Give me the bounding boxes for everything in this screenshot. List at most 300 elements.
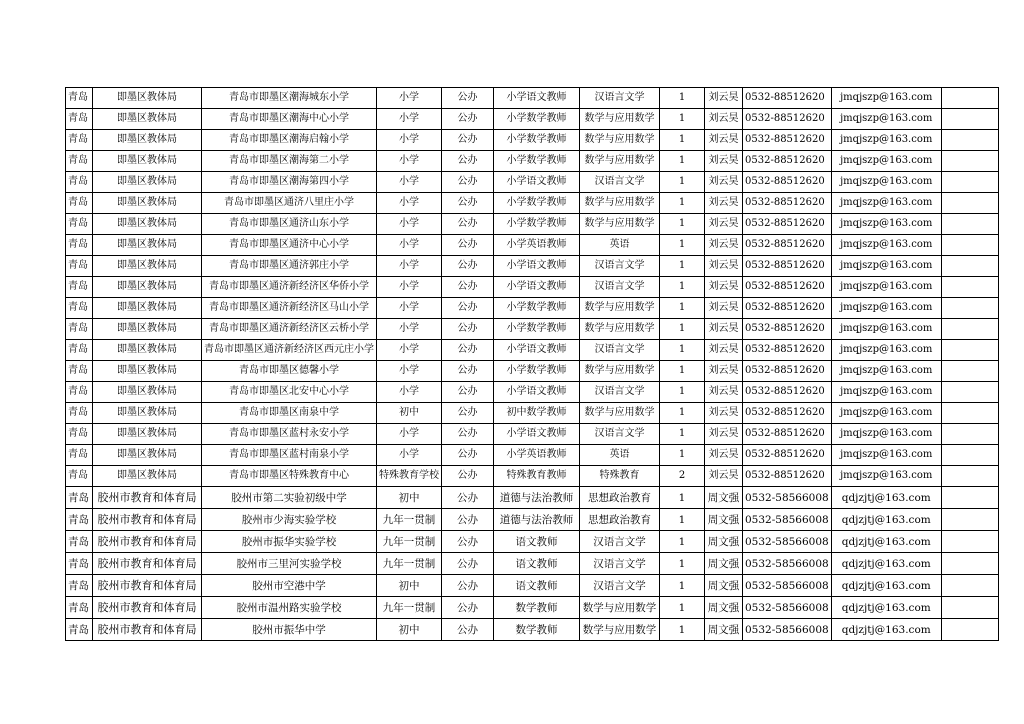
note-cell bbox=[941, 88, 998, 109]
phone-cell: 0532-88512620 bbox=[743, 298, 832, 319]
nature-cell: 公办 bbox=[442, 597, 494, 619]
position-cell: 语文教师 bbox=[494, 553, 580, 575]
count-cell: 1 bbox=[660, 298, 705, 319]
phone-cell: 0532-88512620 bbox=[743, 151, 832, 172]
nature-cell: 公办 bbox=[442, 553, 494, 575]
email-cell: jmqjszp@163.com bbox=[831, 340, 941, 361]
city-cell: 青岛 bbox=[66, 214, 93, 235]
note-cell bbox=[941, 619, 998, 641]
position-cell: 数学教师 bbox=[494, 619, 580, 641]
count-cell: 1 bbox=[660, 151, 705, 172]
school-cell: 青岛市即墨区通济新经济区云桥小学 bbox=[202, 319, 377, 340]
major-cell: 数学与应用数学 bbox=[580, 109, 660, 130]
phone-cell: 0532-88512620 bbox=[743, 172, 832, 193]
nature-cell: 公办 bbox=[442, 214, 494, 235]
contact-cell: 周文强 bbox=[705, 487, 743, 509]
table-row bbox=[66, 193, 999, 214]
count-cell: 1 bbox=[660, 619, 705, 641]
position-cell: 小学英语教师 bbox=[494, 235, 580, 256]
table-row bbox=[66, 445, 999, 466]
city-cell: 青岛 bbox=[66, 130, 93, 151]
school-cell: 青岛市即墨区北安中心小学 bbox=[202, 382, 377, 403]
authority-cell: 胶州市教育和体育局 bbox=[93, 553, 202, 575]
contact-cell: 刘云昊 bbox=[705, 361, 743, 382]
phone-cell: 0532-88512620 bbox=[743, 256, 832, 277]
school-cell: 青岛市即墨区潮海第二小学 bbox=[202, 151, 377, 172]
contact-cell: 刘云昊 bbox=[705, 445, 743, 466]
major-cell: 汉语言文学 bbox=[580, 424, 660, 445]
nature-cell: 公办 bbox=[442, 445, 494, 466]
position-cell: 小学语文教师 bbox=[494, 172, 580, 193]
recruitment-table bbox=[65, 87, 999, 641]
note-cell bbox=[941, 509, 998, 531]
email-cell: jmqjszp@163.com bbox=[831, 256, 941, 277]
authority-cell: 胶州市教育和体育局 bbox=[93, 509, 202, 531]
phone-cell: 0532-58566008 bbox=[743, 509, 832, 531]
note-cell bbox=[941, 424, 998, 445]
table-row bbox=[66, 277, 999, 298]
count-cell: 1 bbox=[660, 172, 705, 193]
major-cell: 汉语言文学 bbox=[580, 340, 660, 361]
major-cell: 汉语言文学 bbox=[580, 256, 660, 277]
city-cell: 青岛 bbox=[66, 382, 93, 403]
note-cell bbox=[941, 172, 998, 193]
authority-cell: 胶州市教育和体育局 bbox=[93, 531, 202, 553]
count-cell: 1 bbox=[660, 256, 705, 277]
email-cell: jmqjszp@163.com bbox=[831, 424, 941, 445]
table-row bbox=[66, 172, 999, 193]
authority-cell: 即墨区教体局 bbox=[93, 403, 202, 424]
table-row bbox=[66, 575, 999, 597]
email-cell: jmqjszp@163.com bbox=[831, 235, 941, 256]
major-cell: 汉语言文学 bbox=[580, 88, 660, 109]
school-cell: 胶州市少海实验学校 bbox=[202, 509, 377, 531]
school-cell: 青岛市即墨区蓝村永安小学 bbox=[202, 424, 377, 445]
count-cell: 1 bbox=[660, 445, 705, 466]
note-cell bbox=[941, 256, 998, 277]
contact-cell: 周文强 bbox=[705, 509, 743, 531]
note-cell bbox=[941, 151, 998, 172]
email-cell: jmqjszp@163.com bbox=[831, 319, 941, 340]
nature-cell: 公办 bbox=[442, 277, 494, 298]
nature-cell: 公办 bbox=[442, 466, 494, 487]
table-row bbox=[66, 151, 999, 172]
email-cell: jmqjszp@163.com bbox=[831, 130, 941, 151]
phone-cell: 0532-88512620 bbox=[743, 193, 832, 214]
count-cell: 1 bbox=[660, 509, 705, 531]
email-cell: jmqjszp@163.com bbox=[831, 277, 941, 298]
school-type-cell: 小学 bbox=[377, 88, 442, 109]
count-cell: 1 bbox=[660, 109, 705, 130]
position-cell: 小学数学教师 bbox=[494, 298, 580, 319]
position-cell: 小学语文教师 bbox=[494, 424, 580, 445]
city-cell: 青岛 bbox=[66, 509, 93, 531]
note-cell bbox=[941, 466, 998, 487]
school-type-cell: 小学 bbox=[377, 172, 442, 193]
major-cell: 数学与应用数学 bbox=[580, 361, 660, 382]
email-cell: qdjzjtj@163.com bbox=[831, 531, 941, 553]
nature-cell: 公办 bbox=[442, 88, 494, 109]
major-cell: 思想政治教育 bbox=[580, 509, 660, 531]
table-row bbox=[66, 130, 999, 151]
school-cell: 青岛市即墨区潮海中心小学 bbox=[202, 109, 377, 130]
school-type-cell: 小学 bbox=[377, 109, 442, 130]
contact-cell: 刘云昊 bbox=[705, 319, 743, 340]
authority-cell: 即墨区教体局 bbox=[93, 151, 202, 172]
position-cell: 道德与法治教师 bbox=[494, 509, 580, 531]
position-cell: 小学语文教师 bbox=[494, 340, 580, 361]
email-cell: jmqjszp@163.com bbox=[831, 172, 941, 193]
nature-cell: 公办 bbox=[442, 619, 494, 641]
school-type-cell: 小学 bbox=[377, 214, 442, 235]
table-row bbox=[66, 88, 999, 109]
school-cell: 青岛市即墨区通济郭庄小学 bbox=[202, 256, 377, 277]
major-cell: 汉语言文学 bbox=[580, 575, 660, 597]
count-cell: 1 bbox=[660, 130, 705, 151]
email-cell: jmqjszp@163.com bbox=[831, 88, 941, 109]
phone-cell: 0532-88512620 bbox=[743, 235, 832, 256]
table-row bbox=[66, 214, 999, 235]
email-cell: qdjzjtj@163.com bbox=[831, 575, 941, 597]
contact-cell: 刘云昊 bbox=[705, 466, 743, 487]
authority-cell: 即墨区教体局 bbox=[93, 235, 202, 256]
nature-cell: 公办 bbox=[442, 487, 494, 509]
major-cell: 数学与应用数学 bbox=[580, 403, 660, 424]
nature-cell: 公办 bbox=[442, 256, 494, 277]
authority-cell: 即墨区教体局 bbox=[93, 109, 202, 130]
table-row bbox=[66, 531, 999, 553]
note-cell bbox=[941, 319, 998, 340]
phone-cell: 0532-88512620 bbox=[743, 319, 832, 340]
count-cell: 1 bbox=[660, 553, 705, 575]
table-row bbox=[66, 256, 999, 277]
major-cell: 数学与应用数学 bbox=[580, 298, 660, 319]
note-cell bbox=[941, 361, 998, 382]
major-cell: 汉语言文学 bbox=[580, 172, 660, 193]
note-cell bbox=[941, 193, 998, 214]
nature-cell: 公办 bbox=[442, 298, 494, 319]
city-cell: 青岛 bbox=[66, 256, 93, 277]
authority-cell: 胶州市教育和体育局 bbox=[93, 575, 202, 597]
city-cell: 青岛 bbox=[66, 88, 93, 109]
phone-cell: 0532-58566008 bbox=[743, 487, 832, 509]
school-type-cell: 九年一贯制 bbox=[377, 553, 442, 575]
school-cell: 胶州市振华实验学校 bbox=[202, 531, 377, 553]
position-cell: 小学数学教师 bbox=[494, 151, 580, 172]
major-cell: 汉语言文学 bbox=[580, 277, 660, 298]
position-cell: 小学数学教师 bbox=[494, 361, 580, 382]
note-cell bbox=[941, 298, 998, 319]
note-cell bbox=[941, 403, 998, 424]
school-type-cell: 初中 bbox=[377, 403, 442, 424]
school-cell: 胶州市第二实验初级中学 bbox=[202, 487, 377, 509]
school-cell: 青岛市即墨区德馨小学 bbox=[202, 361, 377, 382]
authority-cell: 胶州市教育和体育局 bbox=[93, 619, 202, 641]
table-row bbox=[66, 382, 999, 403]
count-cell: 1 bbox=[660, 424, 705, 445]
nature-cell: 公办 bbox=[442, 151, 494, 172]
note-cell bbox=[941, 597, 998, 619]
school-type-cell: 小学 bbox=[377, 319, 442, 340]
phone-cell: 0532-88512620 bbox=[743, 214, 832, 235]
table-row bbox=[66, 298, 999, 319]
city-cell: 青岛 bbox=[66, 340, 93, 361]
position-cell: 小学数学教师 bbox=[494, 193, 580, 214]
count-cell: 1 bbox=[660, 575, 705, 597]
position-cell: 小学数学教师 bbox=[494, 109, 580, 130]
nature-cell: 公办 bbox=[442, 319, 494, 340]
nature-cell: 公办 bbox=[442, 235, 494, 256]
phone-cell: 0532-88512620 bbox=[743, 109, 832, 130]
count-cell: 1 bbox=[660, 88, 705, 109]
authority-cell: 即墨区教体局 bbox=[93, 172, 202, 193]
school-cell: 青岛市即墨区通济新经济区马山小学 bbox=[202, 298, 377, 319]
city-cell: 青岛 bbox=[66, 575, 93, 597]
table-row bbox=[66, 403, 999, 424]
position-cell: 小学数学教师 bbox=[494, 214, 580, 235]
city-cell: 青岛 bbox=[66, 151, 93, 172]
note-cell bbox=[941, 445, 998, 466]
school-cell: 青岛市即墨区潮海城东小学 bbox=[202, 88, 377, 109]
contact-cell: 刘云昊 bbox=[705, 130, 743, 151]
position-cell: 特殊教育教师 bbox=[494, 466, 580, 487]
school-type-cell: 小学 bbox=[377, 130, 442, 151]
phone-cell: 0532-88512620 bbox=[743, 466, 832, 487]
school-type-cell: 小学 bbox=[377, 424, 442, 445]
note-cell bbox=[941, 277, 998, 298]
city-cell: 青岛 bbox=[66, 361, 93, 382]
city-cell: 青岛 bbox=[66, 109, 93, 130]
city-cell: 青岛 bbox=[66, 172, 93, 193]
nature-cell: 公办 bbox=[442, 382, 494, 403]
nature-cell: 公办 bbox=[442, 340, 494, 361]
phone-cell: 0532-88512620 bbox=[743, 403, 832, 424]
school-type-cell: 初中 bbox=[377, 575, 442, 597]
school-type-cell: 初中 bbox=[377, 619, 442, 641]
contact-cell: 刘云昊 bbox=[705, 382, 743, 403]
school-cell: 青岛市即墨区特殊教育中心 bbox=[202, 466, 377, 487]
authority-cell: 即墨区教体局 bbox=[93, 88, 202, 109]
school-type-cell: 小学 bbox=[377, 382, 442, 403]
phone-cell: 0532-88512620 bbox=[743, 340, 832, 361]
phone-cell: 0532-58566008 bbox=[743, 553, 832, 575]
position-cell: 小学英语教师 bbox=[494, 445, 580, 466]
count-cell: 1 bbox=[660, 597, 705, 619]
position-cell: 小学语文教师 bbox=[494, 277, 580, 298]
contact-cell: 周文强 bbox=[705, 575, 743, 597]
school-cell: 青岛市即墨区通济新经济区华侨小学 bbox=[202, 277, 377, 298]
position-cell: 道德与法治教师 bbox=[494, 487, 580, 509]
contact-cell: 刘云昊 bbox=[705, 403, 743, 424]
contact-cell: 周文强 bbox=[705, 553, 743, 575]
major-cell: 特殊教育 bbox=[580, 466, 660, 487]
email-cell: qdjzjtj@163.com bbox=[831, 553, 941, 575]
city-cell: 青岛 bbox=[66, 403, 93, 424]
city-cell: 青岛 bbox=[66, 487, 93, 509]
school-cell: 青岛市即墨区南泉中学 bbox=[202, 403, 377, 424]
email-cell: jmqjszp@163.com bbox=[831, 298, 941, 319]
city-cell: 青岛 bbox=[66, 445, 93, 466]
contact-cell: 周文强 bbox=[705, 597, 743, 619]
table-row bbox=[66, 109, 999, 130]
phone-cell: 0532-88512620 bbox=[743, 424, 832, 445]
contact-cell: 刘云昊 bbox=[705, 193, 743, 214]
authority-cell: 即墨区教体局 bbox=[93, 214, 202, 235]
position-cell: 数学教师 bbox=[494, 597, 580, 619]
position-cell: 语文教师 bbox=[494, 531, 580, 553]
count-cell: 1 bbox=[660, 340, 705, 361]
school-type-cell: 九年一贯制 bbox=[377, 597, 442, 619]
school-type-cell: 小学 bbox=[377, 445, 442, 466]
school-type-cell: 特殊教育学校 bbox=[377, 466, 442, 487]
authority-cell: 即墨区教体局 bbox=[93, 319, 202, 340]
school-type-cell: 小学 bbox=[377, 298, 442, 319]
major-cell: 思想政治教育 bbox=[580, 487, 660, 509]
city-cell: 青岛 bbox=[66, 298, 93, 319]
table-row bbox=[66, 597, 999, 619]
authority-cell: 即墨区教体局 bbox=[93, 277, 202, 298]
nature-cell: 公办 bbox=[442, 575, 494, 597]
email-cell: jmqjszp@163.com bbox=[831, 151, 941, 172]
phone-cell: 0532-88512620 bbox=[743, 88, 832, 109]
major-cell: 英语 bbox=[580, 235, 660, 256]
note-cell bbox=[941, 382, 998, 403]
phone-cell: 0532-88512620 bbox=[743, 382, 832, 403]
authority-cell: 即墨区教体局 bbox=[93, 193, 202, 214]
authority-cell: 即墨区教体局 bbox=[93, 256, 202, 277]
contact-cell: 刘云昊 bbox=[705, 256, 743, 277]
authority-cell: 即墨区教体局 bbox=[93, 361, 202, 382]
contact-cell: 刘云昊 bbox=[705, 340, 743, 361]
position-cell: 小学数学教师 bbox=[494, 130, 580, 151]
authority-cell: 即墨区教体局 bbox=[93, 466, 202, 487]
count-cell: 1 bbox=[660, 361, 705, 382]
note-cell bbox=[941, 340, 998, 361]
contact-cell: 刘云昊 bbox=[705, 109, 743, 130]
table-row bbox=[66, 235, 999, 256]
school-cell: 青岛市即墨区通济中心小学 bbox=[202, 235, 377, 256]
count-cell: 1 bbox=[660, 531, 705, 553]
note-cell bbox=[941, 130, 998, 151]
school-type-cell: 小学 bbox=[377, 193, 442, 214]
table-row bbox=[66, 619, 999, 641]
city-cell: 青岛 bbox=[66, 619, 93, 641]
major-cell: 数学与应用数学 bbox=[580, 193, 660, 214]
email-cell: jmqjszp@163.com bbox=[831, 466, 941, 487]
position-cell: 小学数学教师 bbox=[494, 319, 580, 340]
email-cell: jmqjszp@163.com bbox=[831, 361, 941, 382]
count-cell: 2 bbox=[660, 466, 705, 487]
table-row bbox=[66, 361, 999, 382]
city-cell: 青岛 bbox=[66, 319, 93, 340]
school-type-cell: 小学 bbox=[377, 361, 442, 382]
school-type-cell: 小学 bbox=[377, 235, 442, 256]
nature-cell: 公办 bbox=[442, 361, 494, 382]
school-cell: 青岛市即墨区通济山东小学 bbox=[202, 214, 377, 235]
phone-cell: 0532-88512620 bbox=[743, 445, 832, 466]
school-cell: 青岛市即墨区蓝村南泉小学 bbox=[202, 445, 377, 466]
school-type-cell: 小学 bbox=[377, 340, 442, 361]
email-cell: qdjzjtj@163.com bbox=[831, 619, 941, 641]
nature-cell: 公办 bbox=[442, 109, 494, 130]
phone-cell: 0532-88512620 bbox=[743, 130, 832, 151]
contact-cell: 刘云昊 bbox=[705, 277, 743, 298]
position-cell: 小学语文教师 bbox=[494, 88, 580, 109]
school-type-cell: 初中 bbox=[377, 487, 442, 509]
city-cell: 青岛 bbox=[66, 193, 93, 214]
email-cell: jmqjszp@163.com bbox=[831, 403, 941, 424]
contact-cell: 刘云昊 bbox=[705, 88, 743, 109]
count-cell: 1 bbox=[660, 235, 705, 256]
table-body bbox=[66, 88, 999, 641]
note-cell bbox=[941, 487, 998, 509]
city-cell: 青岛 bbox=[66, 531, 93, 553]
school-cell: 胶州市振华中学 bbox=[202, 619, 377, 641]
contact-cell: 刘云昊 bbox=[705, 172, 743, 193]
major-cell: 数学与应用数学 bbox=[580, 214, 660, 235]
email-cell: qdjzjtj@163.com bbox=[831, 487, 941, 509]
position-cell: 小学语文教师 bbox=[494, 256, 580, 277]
note-cell bbox=[941, 575, 998, 597]
phone-cell: 0532-58566008 bbox=[743, 619, 832, 641]
email-cell: jmqjszp@163.com bbox=[831, 109, 941, 130]
phone-cell: 0532-58566008 bbox=[743, 597, 832, 619]
school-cell: 胶州市空港中学 bbox=[202, 575, 377, 597]
count-cell: 1 bbox=[660, 382, 705, 403]
city-cell: 青岛 bbox=[66, 597, 93, 619]
authority-cell: 即墨区教体局 bbox=[93, 340, 202, 361]
school-cell: 青岛市即墨区通济八里庄小学 bbox=[202, 193, 377, 214]
school-cell: 胶州市温州路实验学校 bbox=[202, 597, 377, 619]
phone-cell: 0532-88512620 bbox=[743, 361, 832, 382]
major-cell: 数学与应用数学 bbox=[580, 319, 660, 340]
school-cell: 胶州市三里河实验学校 bbox=[202, 553, 377, 575]
authority-cell: 胶州市教育和体育局 bbox=[93, 597, 202, 619]
school-type-cell: 九年一贯制 bbox=[377, 531, 442, 553]
contact-cell: 刘云昊 bbox=[705, 298, 743, 319]
authority-cell: 胶州市教育和体育局 bbox=[93, 487, 202, 509]
count-cell: 1 bbox=[660, 277, 705, 298]
note-cell bbox=[941, 214, 998, 235]
phone-cell: 0532-58566008 bbox=[743, 531, 832, 553]
contact-cell: 刘云昊 bbox=[705, 214, 743, 235]
contact-cell: 刘云昊 bbox=[705, 235, 743, 256]
major-cell: 汉语言文学 bbox=[580, 531, 660, 553]
major-cell: 数学与应用数学 bbox=[580, 151, 660, 172]
email-cell: qdjzjtj@163.com bbox=[831, 597, 941, 619]
nature-cell: 公办 bbox=[442, 403, 494, 424]
school-type-cell: 小学 bbox=[377, 256, 442, 277]
nature-cell: 公办 bbox=[442, 509, 494, 531]
school-type-cell: 九年一贯制 bbox=[377, 509, 442, 531]
count-cell: 1 bbox=[660, 487, 705, 509]
nature-cell: 公办 bbox=[442, 193, 494, 214]
position-cell: 小学语文教师 bbox=[494, 382, 580, 403]
count-cell: 1 bbox=[660, 193, 705, 214]
city-cell: 青岛 bbox=[66, 424, 93, 445]
phone-cell: 0532-88512620 bbox=[743, 277, 832, 298]
nature-cell: 公办 bbox=[442, 172, 494, 193]
table-row bbox=[66, 553, 999, 575]
table-row bbox=[66, 509, 999, 531]
city-cell: 青岛 bbox=[66, 235, 93, 256]
nature-cell: 公办 bbox=[442, 424, 494, 445]
email-cell: jmqjszp@163.com bbox=[831, 382, 941, 403]
email-cell: jmqjszp@163.com bbox=[831, 193, 941, 214]
major-cell: 数学与应用数学 bbox=[580, 130, 660, 151]
count-cell: 1 bbox=[660, 214, 705, 235]
contact-cell: 刘云昊 bbox=[705, 424, 743, 445]
